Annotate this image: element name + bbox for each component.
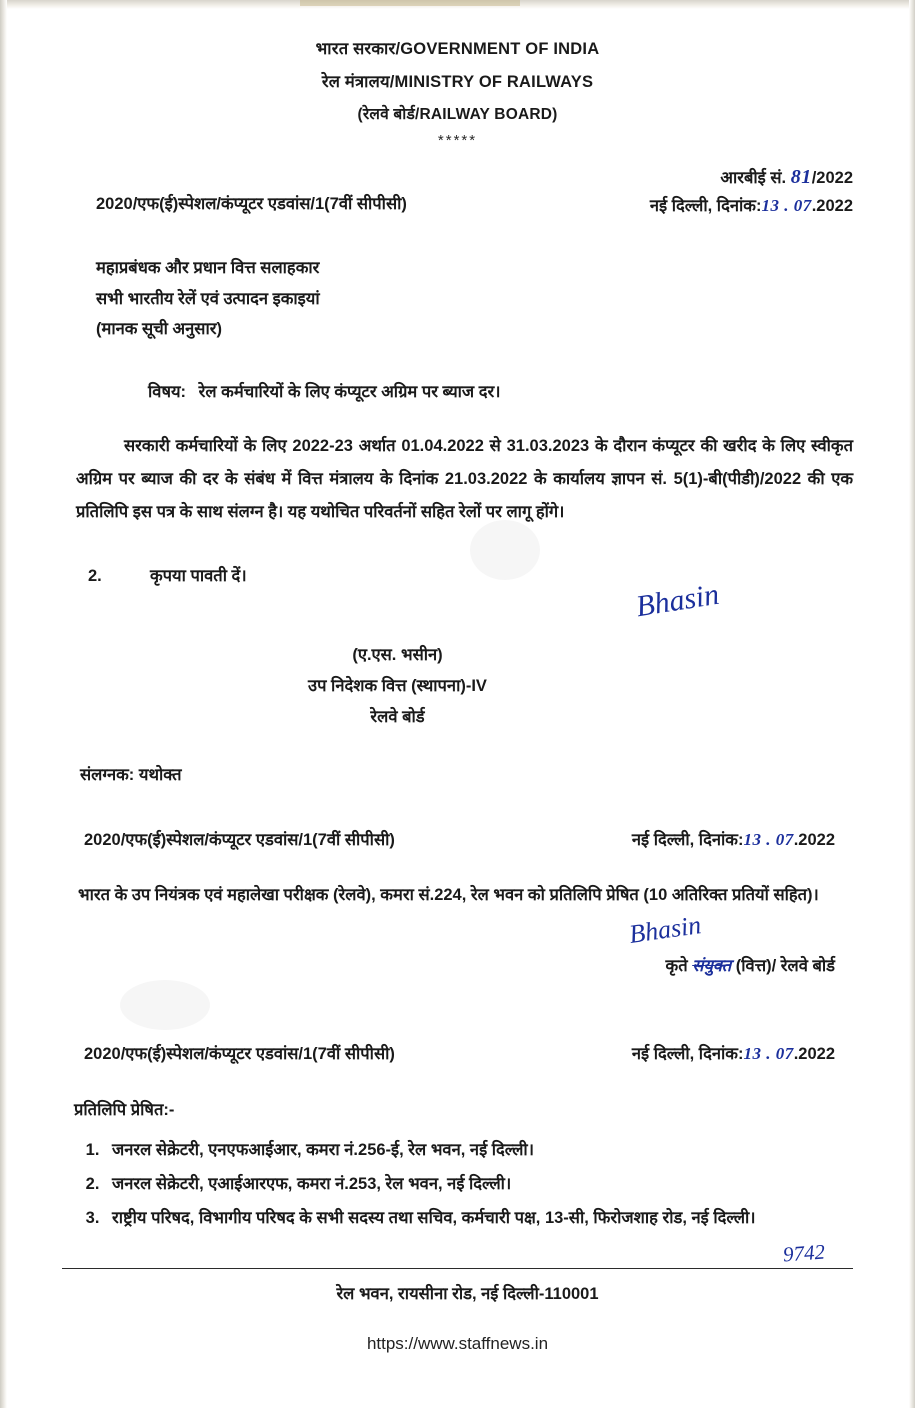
rbe-number-suffix: /2022 [811, 169, 853, 187]
place-and-date [650, 193, 853, 216]
govt-of-india-heading: भारत सरकार/GOVERNMENT OF INDIA [315, 40, 600, 58]
body-paragraph-1-text: सरकारी कर्मचारियों के लिए 2022-23 अर्थात 01.04.2022 से 31.03.2023 के दौरान कंप्यूटर की खरीद के लिए स्वीकृत अग्रिम पर ब्याज की दर के संबंध में वित्त मंत्रालय के दिनांक 21.03.2022 के कार्यालय ज्ञापन सं. 5(1)-बी(पीडी)/2022 की एक प्रतिलिपि इस पत्र के साथ संलग्न है। यह यथोचित परिवर्तनों सहित रेलों पर लागू होंगे। [76, 436, 853, 521]
subject-text: रेल कर्मचारियों के लिए कंप्यूटर अग्रिम पर ब्याज दर। [198, 382, 501, 401]
subject-line [148, 379, 915, 402]
rbe-number-handwritten: 81 [790, 166, 812, 188]
endorsement-1-place-and-date [632, 827, 835, 850]
addressee-line-1: महाप्रबंधक और प्रधान वित्त सलाहकार [96, 259, 320, 277]
railway-board-heading: (रेलवे बोर्ड/RAILWAY BOARD) [357, 106, 558, 123]
signatory-office: रेलवे बोर्ड [370, 708, 425, 727]
endorsement-1-file-number: 2020/एफ(ई)स्पेशल/कंप्यूटर एडवांस/1(7वीं सीपीसी) [84, 830, 395, 849]
star-separator: ***** [437, 132, 478, 149]
endorsement-1-for-text [666, 953, 835, 976]
endorsement-1-date-suffix: .2022 [793, 830, 835, 849]
signatory-block [0, 640, 915, 734]
footer-ink-note: 9742 [782, 1239, 826, 1267]
date-suffix: .2022 [811, 197, 853, 215]
body-paragraph-2-text: कृपया पावती दें। [150, 566, 247, 585]
endorsement-2-file-number: 2020/एफ(ई)स्पेशल/कंप्यूटर एडवांस/1(7वीं सीपीसी) [84, 1044, 395, 1063]
signatory-name: (ए.एस. भसीन) [352, 645, 443, 664]
place-prefix: नई दिल्ली, दिनांक: [649, 197, 762, 215]
rbe-number [720, 165, 853, 189]
subject-label: विषय: [148, 382, 187, 401]
for-suffix: (वित्त)/ रेलवे बोर्ड [735, 956, 835, 975]
endorsement-2-reference-row [0, 1041, 915, 1067]
addressee-line-2: सभी भारतीय रेलें एवं उत्पादन इकाइयां [96, 289, 320, 308]
body-paragraph-1 [76, 430, 853, 529]
endorsement-1-text: भारत के उप नियंत्रक एवं महालेखा परीक्षक (रेलवे), कमरा सं.224, रेल भवन को प्रतिलिपि प्रेषित (10 अतिरिक्त प्रतियों सहित)। [78, 885, 819, 904]
signature-area [0, 577, 915, 630]
endorsement-1-date-handwritten: 13 . 07 [743, 829, 794, 849]
enclosure-note: संलग्नक: यथोक्त [80, 765, 182, 784]
list-item: 2. जनरल सेक्रेटरी, एआईआरएफ, कमरा नं.253, रेल भवन, नई दिल्ली। [104, 1168, 853, 1200]
addressee-line-3: (मानक सूची अनुसार) [96, 320, 222, 339]
copy-to-title: प्रतिलिपि प्रेषित:- [74, 1100, 175, 1119]
endorsement-1-for-line [0, 909, 915, 983]
list-item: 3. राष्ट्रीय परिषद, विभागीय परिषद के सभी सदस्य तथा सचिव, कर्मचारी पक्ष, 13-सी, फिरोजशाह रोड, नई दिल्ली। [104, 1202, 853, 1234]
file-number: 2020/एफ(ई)स्पेशल/कंप्यूटर एडवांस/1(7वीं सीपीसी) [96, 195, 407, 213]
for-struck-word: संयुक्त [692, 955, 732, 975]
addressee-block [96, 253, 915, 345]
date-handwritten: 13 . 07 [761, 196, 812, 215]
list-item: 1. जनरल सेक्रेटरी, एनएफआईआर, कमरा नं.256-ई, रेल भवन, नई दिल्ली। [104, 1134, 853, 1166]
ministry-of-railways-heading: रेल मंत्रालय/MINISTRY OF RAILWAYS [321, 73, 594, 91]
footer-divider [62, 1239, 853, 1269]
for-prefix: कृते [665, 956, 688, 975]
endorsement-2-date-suffix: .2022 [793, 1044, 835, 1063]
reference-row [0, 165, 915, 227]
footer-address: रेल भवन, रायसीना रोड, नई दिल्ली-110001 [336, 1285, 599, 1304]
body-paragraph-2 [88, 563, 915, 586]
copy-to-list [74, 1134, 853, 1235]
endorsement-1-place-prefix: नई दिल्ली, दिनांक: [631, 830, 744, 849]
rbe-number-prefix: आरबीई सं. [720, 169, 787, 187]
signature-ink: Bhasin [633, 577, 721, 623]
endorsement-2-place-and-date [632, 1041, 835, 1064]
paragraph-number: 2. [88, 566, 102, 585]
endorsement-1-signature-ink: Bhasin [627, 909, 703, 949]
signatory-designation: उप निदेशक वित्त (स्थापना)-IV [308, 676, 487, 695]
source-watermark-url: https://www.staffnews.in [366, 1334, 549, 1354]
endorsement-2-date-handwritten: 13 . 07 [743, 1043, 794, 1063]
endorsement-1-reference-row [0, 827, 915, 853]
endorsement-2-place-prefix: नई दिल्ली, दिनांक: [631, 1044, 744, 1063]
